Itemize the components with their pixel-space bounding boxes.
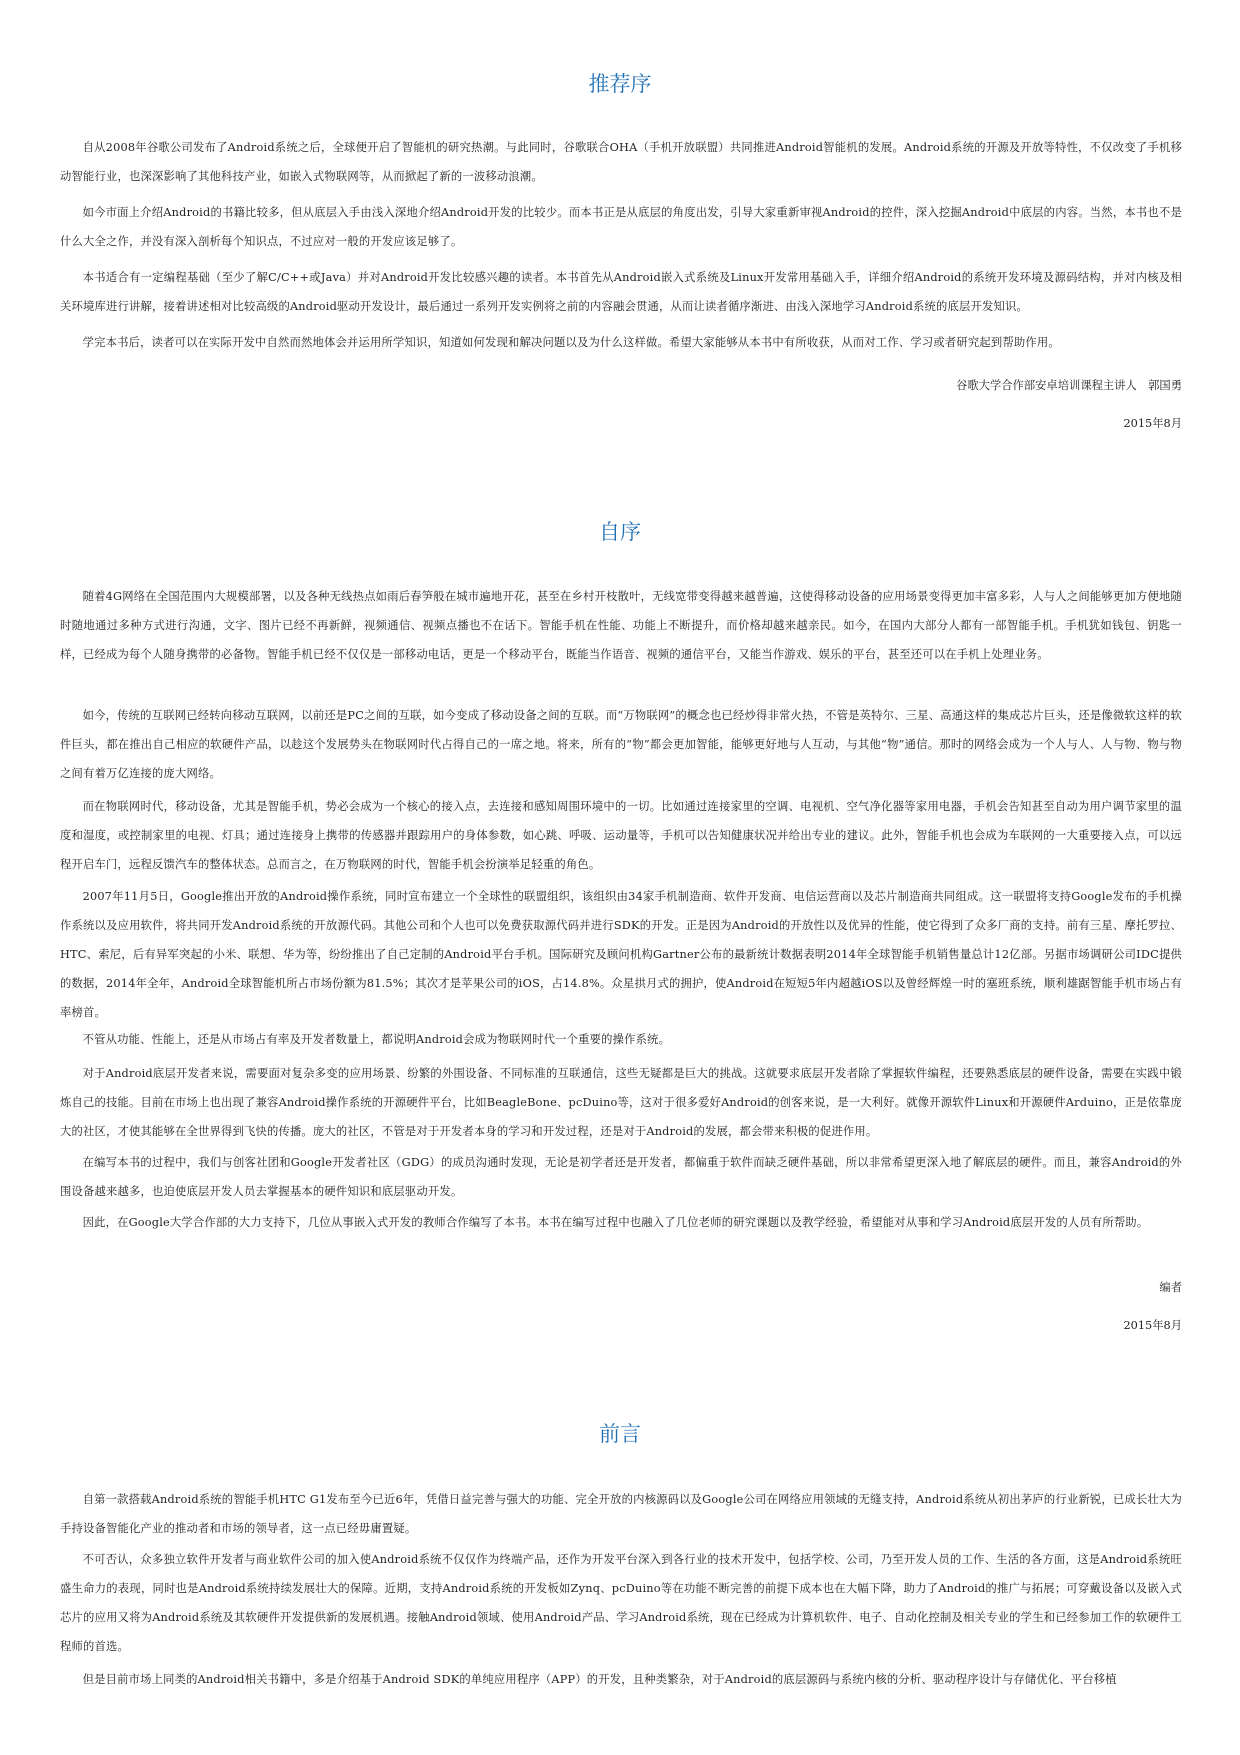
foreword-paragraph-3: 但是目前市场上同类的Android相关书籍中，多是介绍基于Android SDK的单纯应用程序（APP）的开发，且种类繁杂，对于Android的底层源码与系统内核的分析、驱动程序设计与存储优化、平台移植 — [82, 1673, 1117, 1686]
recommend-title: 推荐序 — [588, 72, 652, 96]
recommend-paragraph-1: 自从2008年谷歌公司发布了Android系统之后，全球便开启了智能机的研究热潮。与此同时，谷歌联合OHA（手机开放联盟）共同推进Android智能机的发展。Android系统的开源及开放等特性，不仅改变了手机移动智能行业，也深深影响了其他科技产业，如嵌入式物联网等，从而掀起了新的一波移动浪潮。 — [60, 141, 1182, 183]
recommend-paragraph-3: 本书适合有一定编程基础（至少了解C/C++或Java）并对Android开发比较感兴趣的读者。本书首先从Android嵌入式系统及Linux开发常用基础入手，详细介绍Android的系统开发环境及源码结构，并对内核及相关环境库进行讲解，接着讲述相对比较高级的Android驱动开发设计，最后通过一系列开发实例将之前的内容融会贯通，从而让读者循序渐进、由浅入深地学习Android系统的底层开发知识。 — [60, 271, 1182, 313]
recommend-date: 2015年8月 — [1123, 417, 1182, 430]
preface-paragraph-6: 对于Android底层开发者来说，需要面对复杂多变的应用场景、纷繁的外围设备、不同标准的互联通信，这些无疑都是巨大的挑战。这就要求底层开发者除了掌握软件编程，还要熟悉底层的硬件设备，需要在实践中锻炼自己的技能。目前在市场上也出现了兼容Android操作系统的开源硬件平台，比如BeagleBone、pcDuino等，这对于很多爱好Android的创客来说，是一大利好。就像开源软件Linux和开源硬件Arduino，正是依靠庞大的社区，才使其能够在全世界得到飞快的传播。庞大的社区，不管是对于开发者本身的学习和开发过程，还是对于Android的发展，都会带来积极的促进作用。 — [60, 1067, 1182, 1138]
recommend-paragraph-4: 学完本书后，读者可以在实际开发中自然而然地体会并运用所学知识，知道如何发现和解决问题以及为什么这样做。希望大家能够从本书中有所收获，从而对工作、学习或者研究起到帮助作用。 — [82, 336, 1060, 349]
preface-paragraph-3: 而在物联网时代，移动设备，尤其是智能手机，势必会成为一个核心的接入点，去连接和感知周围环境中的一切。比如通过连接家里的空调、电视机、空气净化器等家用电器，手机会告知甚至自动为用户调节家里的温度和湿度，或控制家里的电视、灯具；通过连接身上携带的传感器并跟踪用户的身体参数，如心跳、呼吸、运动量等，手机可以告知健康状况并给出专业的建议。此外，智能手机也会成为车联网的一大重要接入点，可以远程开启车门，远程反馈汽车的整体状态。总而言之，在万物联网的时代，智能手机会扮演举足轻重的角色。 — [60, 800, 1182, 871]
preface-paragraph-7: 在编写本书的过程中，我们与创客社团和Google开发者社区（GDG）的成员沟通时发现，无论是初学者还是开发者，都偏重于软件而缺乏硬件基础，所以非常希望更深入地了解底层的硬件。而且，兼容Android的外围设备越来越多，也迫使底层开发人员去掌握基本的硬件知识和底层驱动开发。 — [60, 1156, 1182, 1198]
preface-date: 2015年8月 — [1123, 1319, 1182, 1332]
preface-title: 自序 — [599, 520, 641, 544]
recommend-signature: 谷歌大学合作部安卓培训课程主讲人 郭国勇 — [956, 379, 1182, 392]
foreword-title: 前言 — [599, 1422, 641, 1446]
recommend-paragraph-2: 如今市面上介绍Android的书籍比较多，但从底层入手由浅入深地介绍Android开发的比较少。而本书正是从底层的角度出发，引导大家重新审视Android的控件，深入挖掘Android中底层的内容。当然，本书也不是什么大全之作，并没有深入剖析每个知识点，不过应对一般的开发应该足够了。 — [60, 206, 1182, 248]
preface-paragraph-4: 2007年11月5日，Google推出开放的Android操作系统，同时宣布建立一个全球性的联盟组织，该组织由34家手机制造商、软件开发商、电信运营商以及芯片制造商共同组成。这一联盟将支持Google发布的手机操作系统以及应用软件，将共同开发Android系统的开放源代码。其他公司和个人也可以免费获取源代码并进行SDK的开发。正是因为Android的开放性以及优异的性能，使它得到了众多厂商的支持。前有三星、摩托罗拉、HTC、索尼，后有异军突起的小米、联想、华为等，纷纷推出了自己定制的Android平台手机。国际研究及顾问机构Gartner公布的最新统计数据表明2014年全球智能手机销售量总计12亿部。另据市场调研公司IDC提供的数据，2014年全年，Android全球智能机所占市场份额为81.5%；其次才是苹果公司的iOS，占14.8%。众星拱月式的拥护，使Android在短短5年内超越iOS以及曾经辉煌一时的塞班系统，顺利雄踞智能手机市场占有率榜首。 — [60, 890, 1182, 1019]
preface-paragraph-8: 因此，在Google大学合作部的大力支持下，几位从事嵌入式开发的教师合作编写了本书。本书在编写过程中也融入了几位老师的研究课题以及教学经验，希望能对从事和学习Android底层开发的人员有所帮助。 — [82, 1216, 1149, 1229]
preface-paragraph-1: 随着4G网络在全国范围内大规模部署，以及各种无线热点如雨后春笋般在城市遍地开花，甚至在乡村开枝散叶，无线宽带变得越来越普遍，这使得移动设备的应用场景变得更加丰富多彩，人与人之间能够更加方便地随时随地通过多种方式进行沟通，文字、图片已经不再新鲜，视频通信、视频点播也不在话下。智能手机在性能、功能上不断提升，而价格却越来越亲民。如今，在国内大部分人都有一部智能手机。手机犹如钱包、钥匙一样，已经成为每个人随身携带的必备物。智能手机已经不仅仅是一部移动电话，更是一个移动平台，既能当作语音、视频的通信平台，又能当作游戏、娱乐的平台，甚至还可以在手机上处理业务。 — [60, 590, 1182, 661]
foreword-paragraph-2: 不可否认，众多独立软件开发者与商业软件公司的加入使Android系统不仅仅作为终端产品，还作为开发平台深入到各行业的技术开发中，包括学校、公司，乃至开发人员的工作、生活的各方面，这是Android系统旺盛生命力的表现，同时也是Android系统持续发展壮大的保障。近期，支持Android系统的开发板如Zynq、pcDuino等在功能不断完善的前提下成本也在大幅下降，助力了Android的推广与拓展；可穿戴设备以及嵌入式芯片的应用又将为Android系统及其软硬件开发提供新的发展机遇。接触Android领域、使用Android产品、学习Android系统，现在已经成为计算机软件、电子、自动化控制及相关专业的学生和已经参加工作的软硬件工程师的首选。 — [60, 1553, 1182, 1653]
preface-paragraph-5: 不管从功能、性能上，还是从市场占有率及开发者数量上，都说明Android会成为物联网时代一个重要的操作系统。 — [82, 1033, 671, 1046]
preface-paragraph-2: 如今，传统的互联网已经转向移动互联网，以前还是PC之间的互联，如今变成了移动设备之间的互联。而“万物联网”的概念也已经炒得非常火热，不管是英特尔、三星、高通这样的集成芯片巨头，还是像微软这样的软件巨头，都在推出自己相应的软硬件产品，以趁这个发展势头在物联网时代占得自己的一席之地。将来，所有的“物”都会更加智能，能够更好地与人互动，与其他“物”通信。那时的网络会成为一个人与人、人与物、物与物之间有着万亿连接的庞大网络。 — [60, 709, 1182, 780]
foreword-paragraph-1: 自第一款搭载Android系统的智能手机HTC G1发布至今已近6年，凭借日益完善与强大的功能、完全开放的内核源码以及Google公司在网络应用领域的无缝支持，Android系统从初出茅庐的行业新锐，已成长壮大为手持设备智能化产业的推动者和市场的领导者，这一点已经毋庸置疑。 — [60, 1493, 1182, 1535]
preface-signature: 编者 — [1159, 1281, 1182, 1294]
